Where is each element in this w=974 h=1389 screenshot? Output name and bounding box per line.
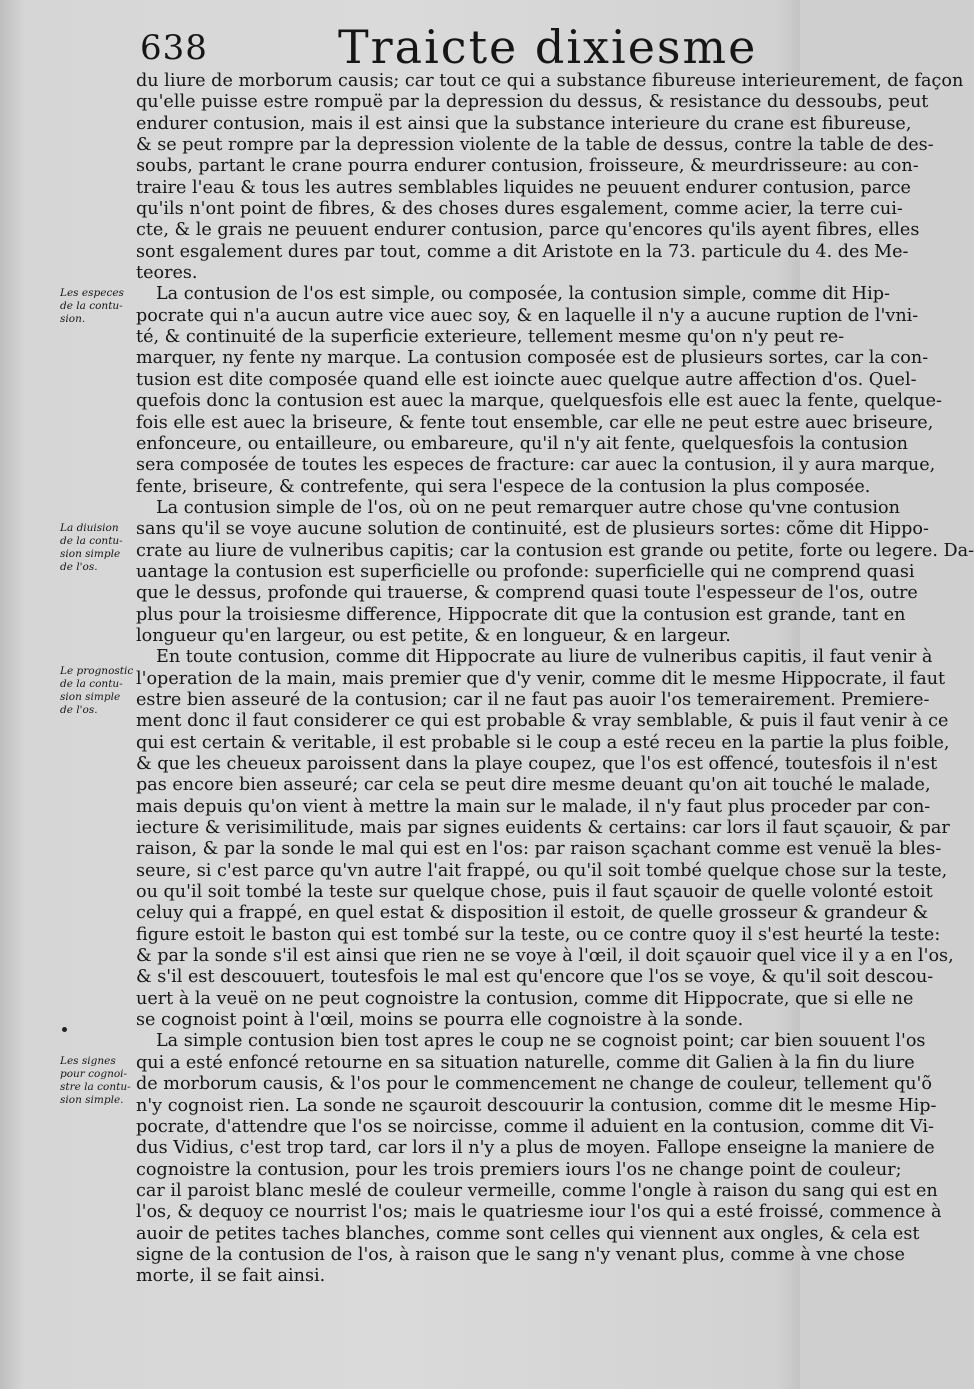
page-header bbox=[0, 20, 800, 76]
text-line: qui est certain & veritable, il est probable si le coup a esté receu en la partie la plus foible, bbox=[136, 732, 950, 753]
body-text bbox=[136, 71, 974, 1288]
text-line: car il paroist blanc meslé de couleur vermeille, comme l'ongle à raison du sang qui est en bbox=[136, 1180, 938, 1201]
text-line: teores. bbox=[136, 263, 198, 284]
margin-note-signes: Les signes pour cognoi- stre la contu- sion simple. bbox=[60, 1055, 131, 1106]
text-line: de morborum causis, & l'os pour le commencement ne change de couleur, tellement qu'õ bbox=[136, 1074, 932, 1095]
running-title: Traicte dixiesme bbox=[338, 20, 758, 74]
text-line: qu'elle puisse estre rompuë par la depression du dessus, & resistance du dessoubs, peut bbox=[136, 92, 929, 113]
text-line: ment donc il faut considerer ce qui est probable & vray semblable, & puis il faut venir à ce bbox=[136, 711, 949, 732]
text-line: quefois donc la contusion est auec la marque, quelquesfois elle est auec la fente, quelque- bbox=[136, 391, 942, 412]
text-line: l'operation de la main, mais premier que d'y venir, comme dit le mesme Hippocrate, il faut bbox=[136, 668, 946, 689]
text-line: fois elle est auec la briseure, & fente tout ensemble, car elle ne peut estre auec briseure, bbox=[136, 412, 934, 433]
text-line: té, & continuité de la superficie exterieure, tellement mesme qu'on n'y peut re- bbox=[136, 327, 845, 348]
text-line: qui a esté enfoncé retourne en sa situation naturelle, comme dit Galien à la fin du liure bbox=[136, 1052, 915, 1073]
text-line: uert à la veuë on ne peut cognoistre la contusion, comme dit Hippocrate, que si elle ne bbox=[136, 988, 914, 1009]
text-line: signe de la contusion de l'os, à raison que le sang n'y venant plus, comme à vne chose bbox=[136, 1244, 905, 1265]
text-line: seure, si c'est parce qu'vn autre l'ait frappé, ou qu'il soit tombé quelque chose sur la teste, bbox=[136, 860, 948, 881]
text-line: longueur qu'en largeur, ou est petite, & en longueur, & en largeur. bbox=[136, 625, 731, 646]
text-line: mais depuis qu'on vient à mettre la main sur le malade, il n'y faut plus proceder par con- bbox=[136, 796, 931, 817]
text-line: endurer contusion, mais il est ainsi que la substance interieure du crane est fibureuse, bbox=[136, 113, 912, 134]
margin-note-especes: Les especes de la contu- sion. bbox=[60, 287, 124, 325]
text-line: que le dessus, profonde qui trauerse, & comprend quasi toute l'espesseur de l'os, outre bbox=[136, 583, 918, 604]
page-number: 638 bbox=[140, 28, 208, 68]
text-line: sont esgalement dures par tout, comme a dit Aristote en la 73. particule du 4. des Me- bbox=[136, 241, 909, 262]
text-line: crate au liure de vulneribus capitis; car la contusion est grande ou petite, forte ou legere. Da- bbox=[136, 540, 974, 561]
text-line: traire l'eau & tous les autres semblables liquides ne peuuent endurer contusion, parce bbox=[136, 177, 911, 198]
text-line: iecture & verisimilitude, mais par signes euidents & certains: car lors il faut sçauoir, & par bbox=[136, 818, 950, 839]
text-line: pocrate, d'attendre que l'os se noircisse, comme il aduient en la contusion, comme dit Vi- bbox=[136, 1116, 934, 1137]
text-line: qu'ils n'ont point de fibres, & des choses dures esgalement, comme acier, la terre cui- bbox=[136, 199, 903, 220]
text-line: morte, il se fait ainsi. bbox=[136, 1266, 326, 1287]
text-line: enfonceure, ou entailleure, ou embareure, qu'il n'y ait fente, quelquesfois la contusion bbox=[136, 433, 908, 454]
text-line: marquer, ny fente ny marque. La contusion composée est de plusieurs sortes, car la con- bbox=[136, 348, 929, 369]
paragraph-start: En toute contusion, comme dit Hippocrate au liure de vulneribus capitis, il faut venir à bbox=[156, 647, 933, 668]
text-line: sera composée de toutes les especes de fracture: car auec la contusion, il y aura marque, bbox=[136, 455, 936, 476]
text-line: celuy qui a frappé, en quel estat & disposition il estoit, de quelle grosseur & grandeur & bbox=[136, 903, 929, 924]
text-line: fente, briseure, & contrefente, qui sera l'espece de la contusion la plus composée. bbox=[136, 476, 871, 497]
text-line: & par la sonde s'il est ainsi que rien ne se voye à l'œil, il doit sçauoir quel vice il y a en l'os, bbox=[136, 946, 954, 967]
text-line: pas encore bien asseuré; car cela se peut dire mesme deuant qu'on ait touché le malade, bbox=[136, 775, 931, 796]
text-line: & se peut rompre par la depression violente de la table de dessus, contre la table de des- bbox=[136, 135, 934, 156]
paragraph-start: La contusion de l'os est simple, ou composée, la contusion simple, comme dit Hip- bbox=[156, 284, 890, 305]
paragraph-start: La contusion simple de l'os, où on ne peut remarquer autre chose qu'vne contusion bbox=[156, 497, 900, 518]
text-line: tusion est dite composée quand elle est ioincte auec quelque autre affection d'os. Quel- bbox=[136, 369, 917, 390]
text-line: soubs, partant le crane pourra endurer contusion, froisseure, & meurdrisseure: au con- bbox=[136, 156, 919, 177]
text-line: auoir de petites taches blanches, comme sont celles qui viennent aux ongles, & cela est bbox=[136, 1223, 920, 1244]
text-line: cte, & le grais ne peuuent endurer contusion, parce qu'encores qu'ils ayent fibres, elles bbox=[136, 220, 920, 241]
ink-dot bbox=[62, 1027, 67, 1032]
text-line: & que les cheueux paroissent dans la playe coupez, que l'os est offencé, toutesfois il n'est bbox=[136, 754, 938, 774]
text-line: ou qu'il soit tombé la teste sur quelque chose, puis il faut sçauoir de quelle volonté estoit bbox=[136, 882, 933, 903]
text-line: pocrate qui n'a aucun autre vice auec soy, & en laquelle il n'y a aucune ruption de l'vni- bbox=[136, 305, 919, 326]
text-line: du liure de morborum causis; car tout ce qui a substance fibureuse interieurement, de façon bbox=[136, 71, 964, 91]
text-line: dus Vidius, c'est trop tard, car lors il n'y a plus de moyen. Fallope enseigne la maniere de bbox=[136, 1138, 935, 1159]
text-line: plus pour la troisiesme difference, Hippocrate dit que la contusion est grande, tant en bbox=[136, 604, 906, 625]
margin-note-prognostic: Le prognostic de la contu- sion simple de l'os. bbox=[60, 665, 134, 716]
text-line: & s'il est descouuert, toutesfois le mal est qu'encore que l'os se voye, & qu'il soit descou- bbox=[136, 967, 934, 988]
text-line: estre bien asseuré de la contusion; car il ne faut pas auoir l'os temerairement. Premiere- bbox=[136, 689, 930, 710]
margin-note-diuision: La diuision de la contu- sion simple de l'os. bbox=[60, 522, 123, 573]
text-line: se cognoist point à l'œil, moins se pourra elle cognoistre à la sonde. bbox=[136, 1010, 744, 1031]
text-line: l'os, & dequoy ce nourrist l'os; mais le quatriesme iour l'os qui a esté froissé, commence à bbox=[136, 1202, 942, 1223]
text-line: uantage la contusion est superficielle ou profonde: superficielle qui ne comprend quasi bbox=[136, 561, 915, 582]
text-line: cognoistre la contusion, pour les trois premiers iours l'os ne change point de couleur; bbox=[136, 1159, 902, 1180]
paragraph-start: La simple contusion bien tost apres le coup ne se cognoist point; car bien souuent l'os bbox=[156, 1031, 926, 1052]
text-line: raison, & par la sonde le mal qui est en l'os: par raison sçachant comme est venuë la bles- bbox=[136, 839, 942, 860]
text-line: n'y cognoist rien. La sonde ne sçauroit descouurir la contusion, comme dit le mesme Hip- bbox=[136, 1095, 937, 1116]
text-line: sans qu'il se voye aucune solution de continuité, est de plusieurs sortes: cõme dit Hippo- bbox=[136, 519, 929, 540]
text-line: figure estoit le baston qui est tombé sur la teste, ou ce contre quoy il s'est heurté la teste: bbox=[136, 924, 941, 945]
